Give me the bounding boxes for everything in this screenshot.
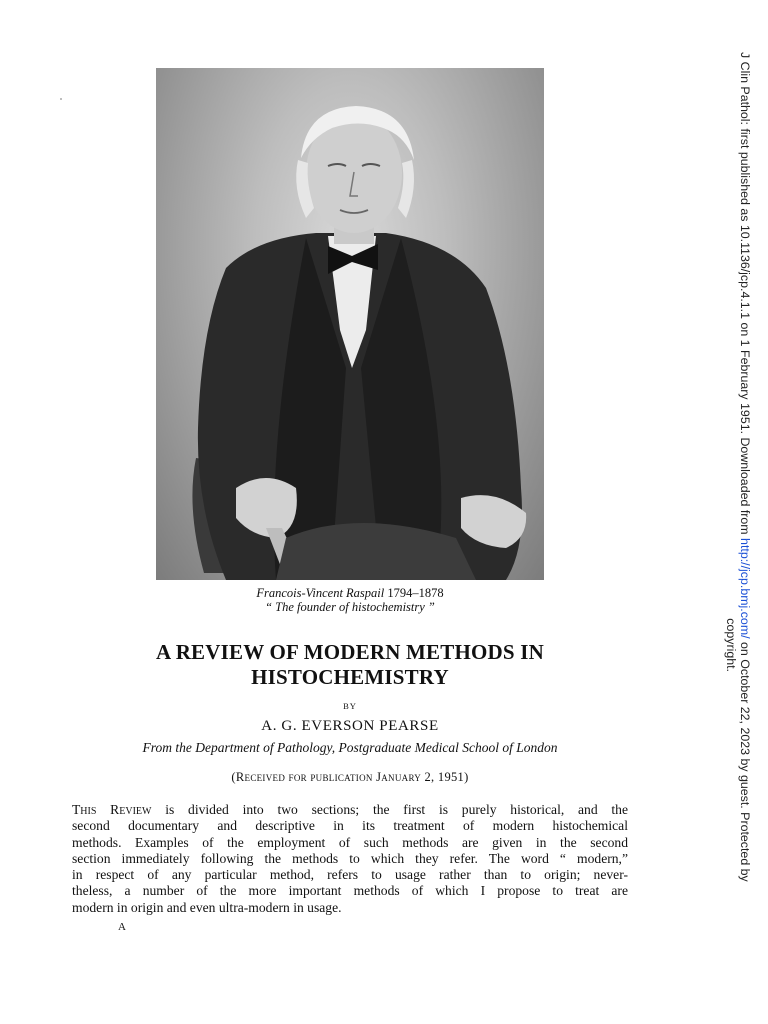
body-line-5: in respect of any particular method, refers to usage rather than to origin; never- [72,867,628,883]
body-line-1 [72,802,628,818]
byline-label: BY [343,701,357,711]
body-line-3: methods. Examples of the employment of such methods are given in the second [72,834,628,850]
article-title-line-1: A REVIEW OF MODERN METHODS IN [156,640,544,664]
caption-person-name: Francois-Vincent Raspail [256,586,385,600]
author-name: A. G. EVERSON PEARSE [261,718,439,734]
body-line-1-text: is divided into two sections; the first is purely historical, and the [151,802,629,817]
portrait-caption-name [156,586,544,601]
download-notice-line-1 [738,52,752,972]
page-speck [60,98,62,100]
body-lead-words: This Review [72,802,152,817]
author-affiliation: From the Department of Pathology, Postgraduate Medical School of London [142,740,558,755]
download-notice-suffix: on October 22, 2023 by guest. Protected by [738,638,752,882]
article-body-paragraph [72,802,628,916]
body-line-4: section immediately following the methods to which they refer. The word “ modern,” [72,850,628,866]
portrait-drawing [156,68,544,580]
signature-mark: A [118,921,126,933]
portrait-photograph [156,68,544,580]
journal-link[interactable]: http://jcp.bmj.com/ [738,538,752,639]
caption-years: 1794–1878 [387,586,444,600]
article-title-line-2: HISTOCHEMISTRY [251,665,449,689]
download-notice-prefix: J Clin Pathol: first published as 10.1136/jcp.4.1.1 on 1 February 1951. Downloaded from [738,52,752,539]
body-line-7: modern in origin and even ultra-modern in usage. [72,899,342,915]
body-line-6: theless, a number of the more important methods of which I propose to treat are [72,883,628,899]
portrait-caption-subtitle: “ The founder of histochemistry ” [265,600,435,614]
received-date: (Received for publication January 2, 1951) [231,770,469,784]
download-notice-sidebar [724,52,752,972]
body-line-2: second documentary and descriptive in its treatment of modern histochemical [72,818,628,834]
download-notice-line-2: copyright. [724,618,738,672]
